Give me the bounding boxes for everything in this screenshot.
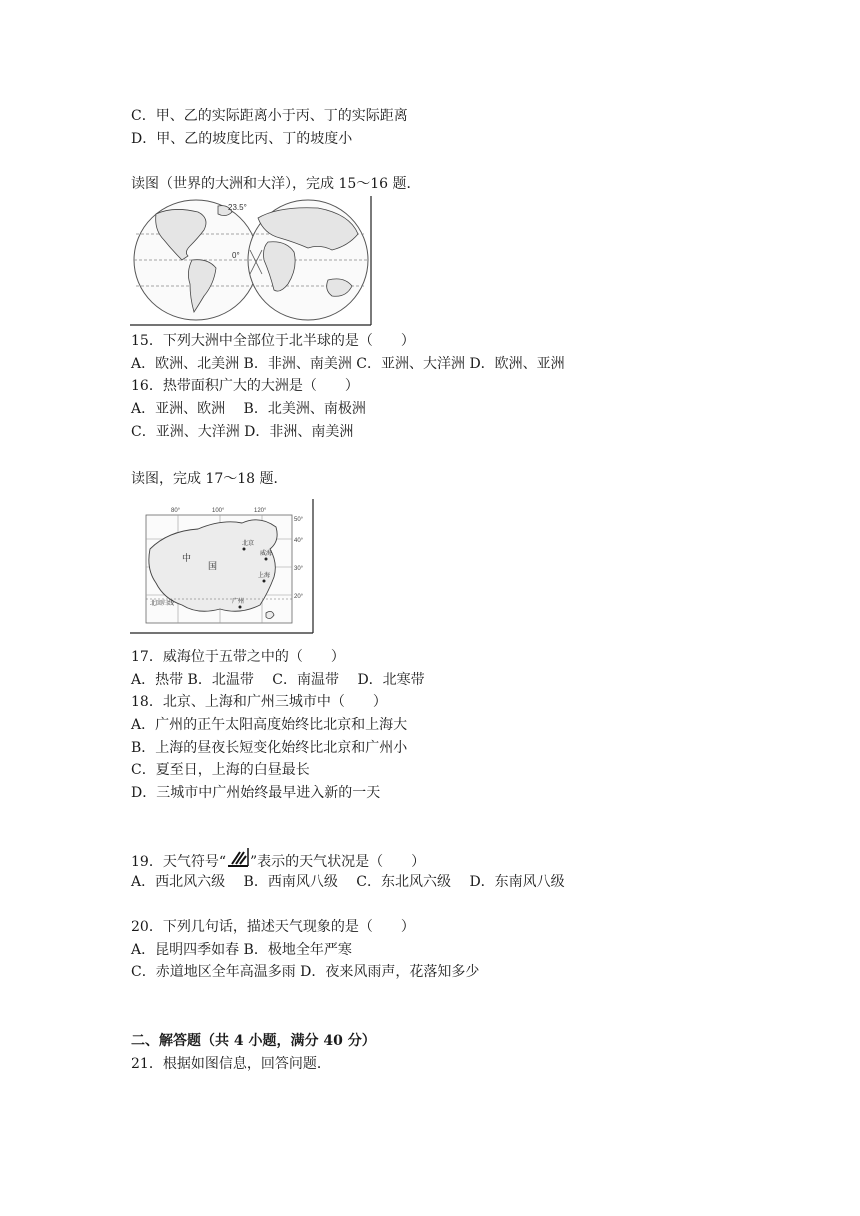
china-map-lat-30: 30° <box>294 566 304 572</box>
q18-option-b: B．上海的昼夜长短变化始终比北京和广州小 <box>131 740 408 756</box>
china-map-label-zhong: 中 <box>182 554 192 564</box>
china-map-label-guo: 国 <box>208 562 218 572</box>
q19-stem-suffix: ”表示的天气状况是（ ） <box>249 854 426 870</box>
q15-options: A．欧洲、北美洲 B．非洲、南美洲 C．亚洲、大洋洲 D．欧洲、亚洲 <box>131 356 565 372</box>
q19-options: A．西北风六级 B．西南风八级 C．东北风六级 D．东南风八级 <box>131 874 565 890</box>
world-map-label-0: 0° <box>232 251 240 260</box>
china-map-label-guangzhou: 广州 <box>232 598 245 605</box>
q20-options-line1: A．昆明四季如春 B．极地全年严寒 <box>131 942 352 958</box>
world-map-label-23-5: 23.5° <box>228 203 247 212</box>
china-map-lon-80: 80° <box>171 508 181 514</box>
china-map-figure <box>128 497 316 635</box>
q16-stem: 16．热带面积广大的大洲是（ ） <box>131 378 359 394</box>
q18-option-d: D．三城市中广州始终最早进入新的一天 <box>131 785 381 801</box>
china-map-lon-120: 120° <box>254 508 267 514</box>
q21-stem: 21．根据如图信息，回答问题． <box>131 1056 331 1072</box>
q16-options-line2: C．亚洲、大洋洲 D．非洲、南美洲 <box>131 424 354 440</box>
q16-options-line1: A．亚洲、欧洲 B．北美洲、南极洲 <box>131 401 366 417</box>
china-map-label-tropic: 北回归线 <box>150 600 175 607</box>
world-map-figure <box>128 194 374 328</box>
q15-stem: 15．下列大洲中全部位于北半球的是（ ） <box>131 333 415 349</box>
intro-15-16: 读图（世界的大洲和大洋），完成 15～16 题． <box>131 176 421 192</box>
china-map-lat-40: 40° <box>294 538 304 544</box>
wind-symbol-icon <box>226 846 250 872</box>
q14-option-d: D．甲、乙的坡度比丙、丁的坡度小 <box>131 131 353 147</box>
q17-stem: 17．威海位于五带之中的（ ） <box>131 649 345 665</box>
intro-17-18: 读图，完成 17～18 题． <box>131 471 288 487</box>
q18-option-c: C．夏至日，上海的白昼最长 <box>131 762 310 778</box>
q19-stem <box>131 846 425 872</box>
q18-option-a: A．广州的正午太阳高度始终比北京和上海大 <box>131 717 408 733</box>
q19-stem-prefix: 19．天气符号“ <box>131 854 226 870</box>
china-map-lon-100: 100° <box>212 508 225 514</box>
section2-title: 二、解答题（共 4 小题，满分 40 分） <box>131 1033 376 1049</box>
q18-stem: 18．北京、上海和广州三城市中（ ） <box>131 694 387 710</box>
china-map-lat-20: 20° <box>294 594 304 600</box>
q14-option-c: C．甲、乙的实际距离小于丙、丁的实际距离 <box>131 108 408 124</box>
q20-stem: 20．下列几句话，描述天气现象的是（ ） <box>131 919 415 935</box>
q20-options-line2: C．赤道地区全年高温多雨 D．夜来风雨声，花落知多少 <box>131 964 480 980</box>
china-map-label-beijing: 北京 <box>242 540 255 547</box>
china-map-label-weihai: 威海 <box>260 550 273 557</box>
china-map-label-shanghai: 上海 <box>258 572 271 579</box>
q17-options: A．热带 B．北温带 C．南温带 D．北寒带 <box>131 672 425 688</box>
china-map-lat-50: 50° <box>294 517 304 523</box>
